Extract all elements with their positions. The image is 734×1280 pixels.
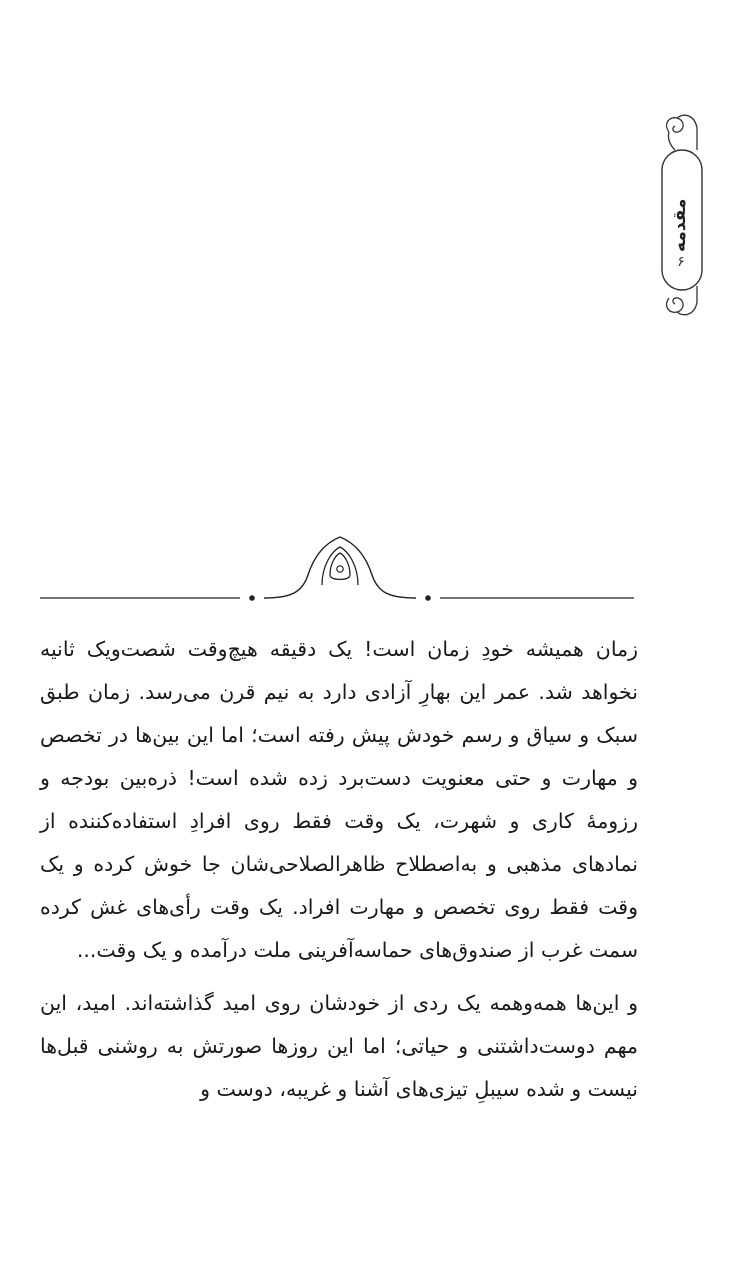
page-number: ۶ — [677, 254, 685, 270]
section-title: مقدمه — [670, 198, 690, 252]
arch-ornament-icon — [264, 537, 416, 598]
divider-dot-left — [249, 595, 255, 601]
paragraph: و این‌ها همه‌وهمه یک ردی از خودشان روی امید گذاشته‌اند. امید، این مهم دوست‌داشتنی و حیاتی؛ اما این روزها صورتش به روشنی قبل‌ها نیست و شده سیبلِ تیزی‌های آشنا و غریبه، دوست و — [40, 991, 638, 1101]
ornamental-divider — [40, 535, 640, 605]
chapter-side-tab — [655, 110, 705, 320]
body-text — [40, 628, 638, 1111]
paragraph: زمان همیشه خودِ زمان است! یک دقیقه هیچ‌وقت شصت‌ویک ثانیه نخواهد شد. عمر این بهارِ آزادی دارد به نیم قرن می‌رسد. زمان طبق سبک و سیاق و رسم خودش پیش رفته است؛ اما این بین‌ها در تخصص و مهارت و حتی معنویت دست‌برد زده شده است! ذره‌بین بودجه و رزومهٔ کاری و شهرت، یک وقت فقط روی افرادِ استفاده‌کننده از نمادهای مذهبی و به‌اصطلاح ظاهرالصلاحی‌شان جا خوش کرده و یک وقت فقط روی تخصص و مهارت افراد. یک وقت رأی‌های غش کرده سمت غرب از صندوق‌های حماسه‌آفرینی ملت درآمده و یک وقت... — [40, 637, 638, 962]
divider-dot-right — [425, 595, 431, 601]
top-swirl-icon — [667, 115, 697, 150]
